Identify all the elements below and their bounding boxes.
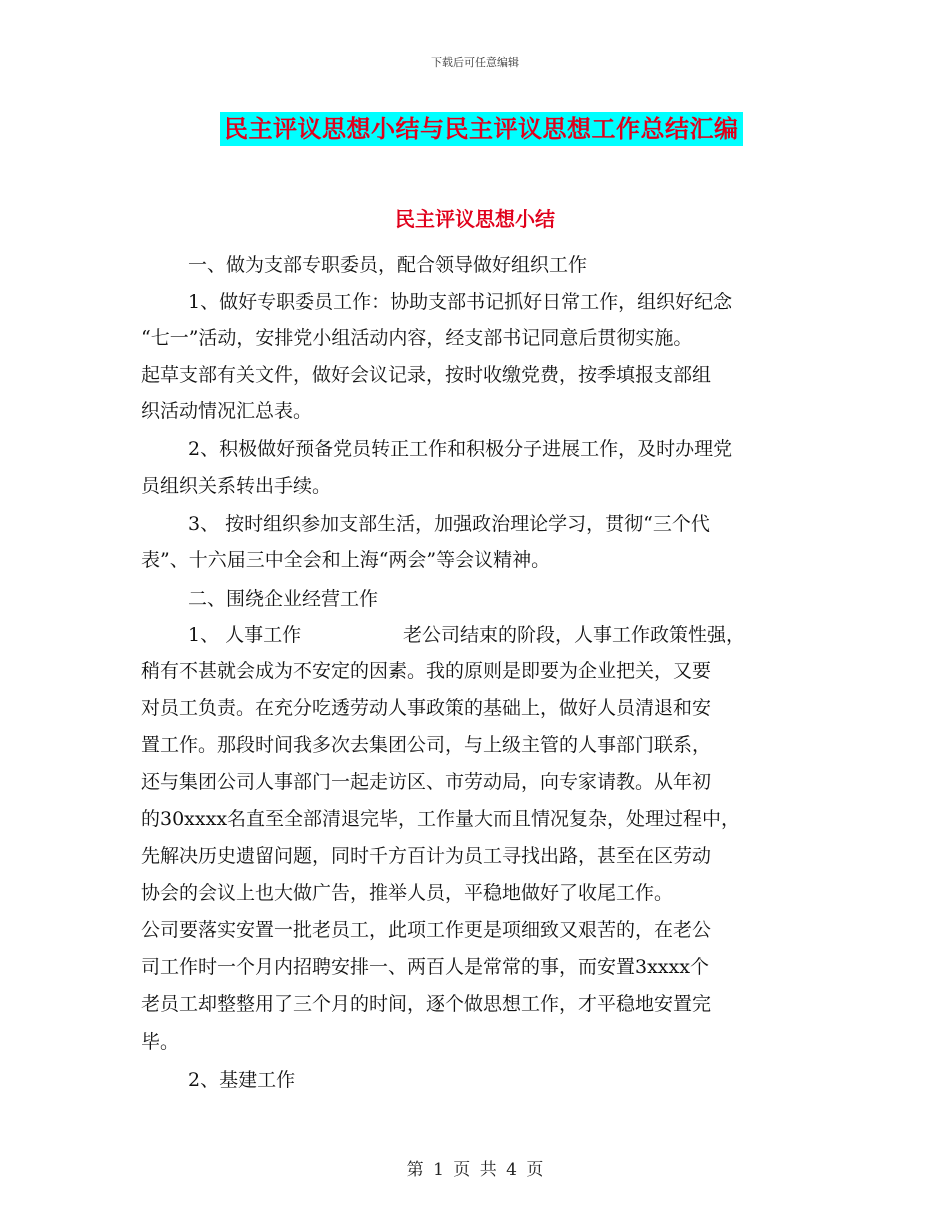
body-line: 1、 人事工作 [188,624,302,646]
body-line: 3、 按时组织参加支部生活，加强政治理论学习，贯彻“三个代 [188,513,710,535]
body-line: 2、积极做好预备党员转正工作和积极分子进展工作，及时办理党 [188,438,733,460]
body-line: 协会的会议上也大做广告，推举人员，平稳地做好了收尾工作。 [141,882,674,904]
page-footer: 第 1 页 共 4 页 [406,1160,544,1180]
document-title: 民主评议思想小结与民主评议思想工作总结汇编 [220,112,743,146]
body-line: 对员工负责。在充分吃透劳动人事政策的基础上，做好人员清退和安 [141,697,712,719]
body-line: 织活动情况汇总表。 [141,400,313,422]
body-line: 老公司结束的阶段，人事工作政策性强， [403,624,746,646]
body-line: 公司要落实安置一批老员工，此项工作更是项细致又艰苦的，在老公 [141,919,712,941]
body-line: 先解决历史遗留问题，同时千方百计为员工寻找出路，甚至在区劳动 [141,845,712,867]
body-line: 还与集团公司人事部门一起走访区、市劳动局，向专家请教。从年初 [141,771,712,793]
section-title: 民主评议思想小结 [395,207,555,231]
body-line: 二、围绕企业经营工作 [188,588,379,610]
body-line: 毕。 [141,1031,180,1053]
body-line: 的30xxxx名直至全部清退完毕，工作量大而且情况复杂，处理过程中， [141,808,741,830]
body-line: 1、做好专职委员工作：协助支部书记抓好日常工作，组织好纪念 [188,291,733,313]
header-note: 下载后可任意编辑 [431,56,519,69]
body-line: 老员工却整整用了三个月的时间，逐个做思想工作，才平稳地安置完 [141,993,712,1015]
body-line: “七一”活动，安排党小组活动内容，经支部书记同意后贯彻实施。 [141,327,693,349]
body-line: 置工作。那段时间我多次去集团公司，与上级主管的人事部门联系， [141,734,712,756]
body-line: 起草支部有关文件，做好会议记录，按时收缴党费，按季填报支部组 [141,364,712,386]
body-line: 一、做为支部专职委员，配合领导做好组织工作 [188,254,588,276]
body-line: 表”、十六届三中全会和上海“两会”等会议精神。 [141,549,551,571]
body-line: 2、基建工作 [188,1069,296,1091]
body-line: 稍有不甚就会成为不安定的因素。我的原则是即要为企业把关，又要 [141,660,712,682]
body-line: 司工作时一个月内招聘安排一、两百人是常常的事，而安置3xxxx个 [141,956,709,978]
body-line: 员组织关系转出手续。 [141,475,332,497]
